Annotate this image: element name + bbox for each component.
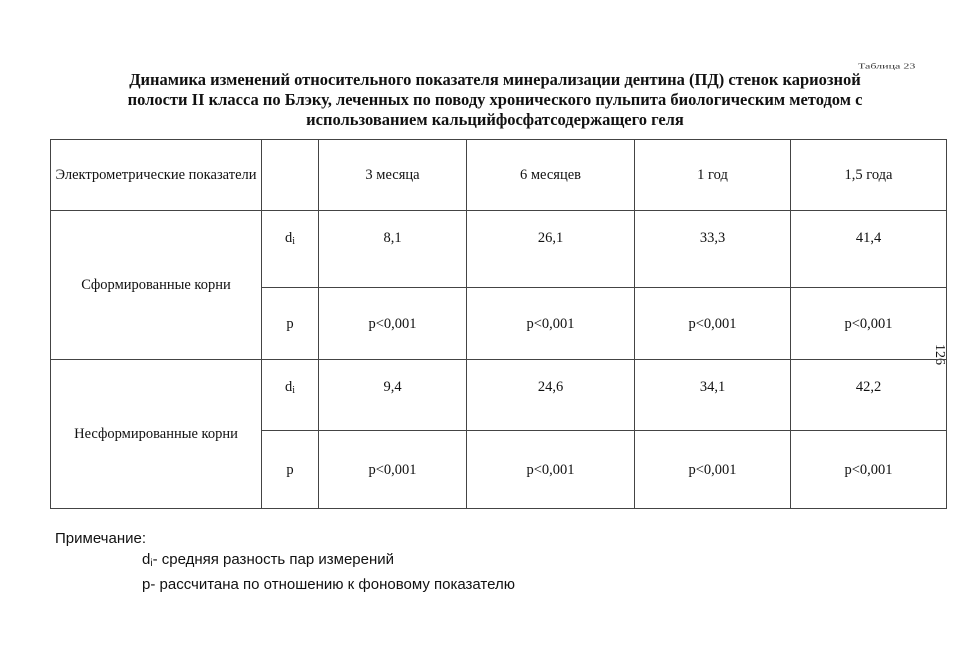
value-cell: p<0,001 bbox=[319, 288, 467, 360]
row-label-main: p bbox=[286, 461, 294, 478]
group-name-cell: Сформированные корни bbox=[51, 211, 262, 360]
value-cell: p<0,001 bbox=[635, 431, 791, 509]
value-cell: 34,1 bbox=[635, 360, 791, 431]
header-period-cell: 3 месяца bbox=[319, 140, 467, 211]
header-period-cell: 1,5 года bbox=[791, 140, 947, 211]
value-cell: p<0,001 bbox=[635, 288, 791, 360]
value-cell: 8,1 bbox=[319, 211, 467, 288]
note-heading: Примечание: bbox=[55, 530, 146, 547]
group-name-cell: Несформированные корни bbox=[51, 360, 262, 509]
row-label-cell bbox=[262, 288, 319, 360]
page-number: 126 bbox=[932, 344, 947, 365]
table-title bbox=[52, 70, 938, 130]
header-empty-cell bbox=[262, 140, 319, 211]
value-cell: 9,4 bbox=[319, 360, 467, 431]
value-cell: p<0,001 bbox=[319, 431, 467, 509]
row-label-sub: i bbox=[292, 236, 296, 247]
table-number-label: Таблица 23 bbox=[858, 62, 916, 71]
header-period-cell: 1 год bbox=[635, 140, 791, 211]
row-label-cell bbox=[262, 431, 319, 509]
value-cell: 33,3 bbox=[635, 211, 791, 288]
title-line: полости II класса по Блэку, леченных по поводу хронического пульпита биологическим методом с bbox=[127, 90, 863, 109]
row-label-main: d bbox=[284, 230, 293, 246]
value-cell: p<0,001 bbox=[791, 431, 947, 509]
table-note bbox=[55, 528, 515, 595]
header-period-cell: 6 месяцев bbox=[467, 140, 635, 211]
value-cell: p<0,001 bbox=[467, 431, 635, 509]
row-label-cell bbox=[262, 211, 319, 288]
value-cell: p<0,001 bbox=[467, 288, 635, 360]
note-line-p: p- рассчитана по отношению к фоновому показателю bbox=[142, 576, 515, 593]
title-line: использованием кальцийфосфатсодержащего геля bbox=[306, 110, 684, 129]
value-cell: 41,4 bbox=[791, 211, 947, 288]
note-line-di bbox=[55, 549, 515, 574]
title-line: Динамика изменений относительного показателя минерализации дентина (ПД) стенок кариозной bbox=[129, 70, 861, 89]
header-row bbox=[51, 140, 947, 211]
value-cell: p<0,001 bbox=[791, 288, 947, 360]
note-di-text: - средняя разность пар измерений bbox=[152, 551, 395, 568]
row-label-main: d bbox=[284, 379, 293, 395]
table-row bbox=[51, 211, 947, 288]
data-table bbox=[50, 139, 947, 509]
row-label-cell bbox=[262, 360, 319, 431]
note-di-sub: i bbox=[150, 558, 153, 569]
row-label-sub: i bbox=[292, 385, 296, 396]
value-cell: 26,1 bbox=[467, 211, 635, 288]
value-cell: 42,2 bbox=[791, 360, 947, 431]
value-cell: 24,6 bbox=[467, 360, 635, 431]
header-indicator-cell: Электрометрические показатели bbox=[51, 140, 262, 211]
table-row bbox=[51, 360, 947, 431]
note-di-main: d bbox=[142, 551, 151, 568]
row-label-main: p bbox=[286, 315, 294, 332]
